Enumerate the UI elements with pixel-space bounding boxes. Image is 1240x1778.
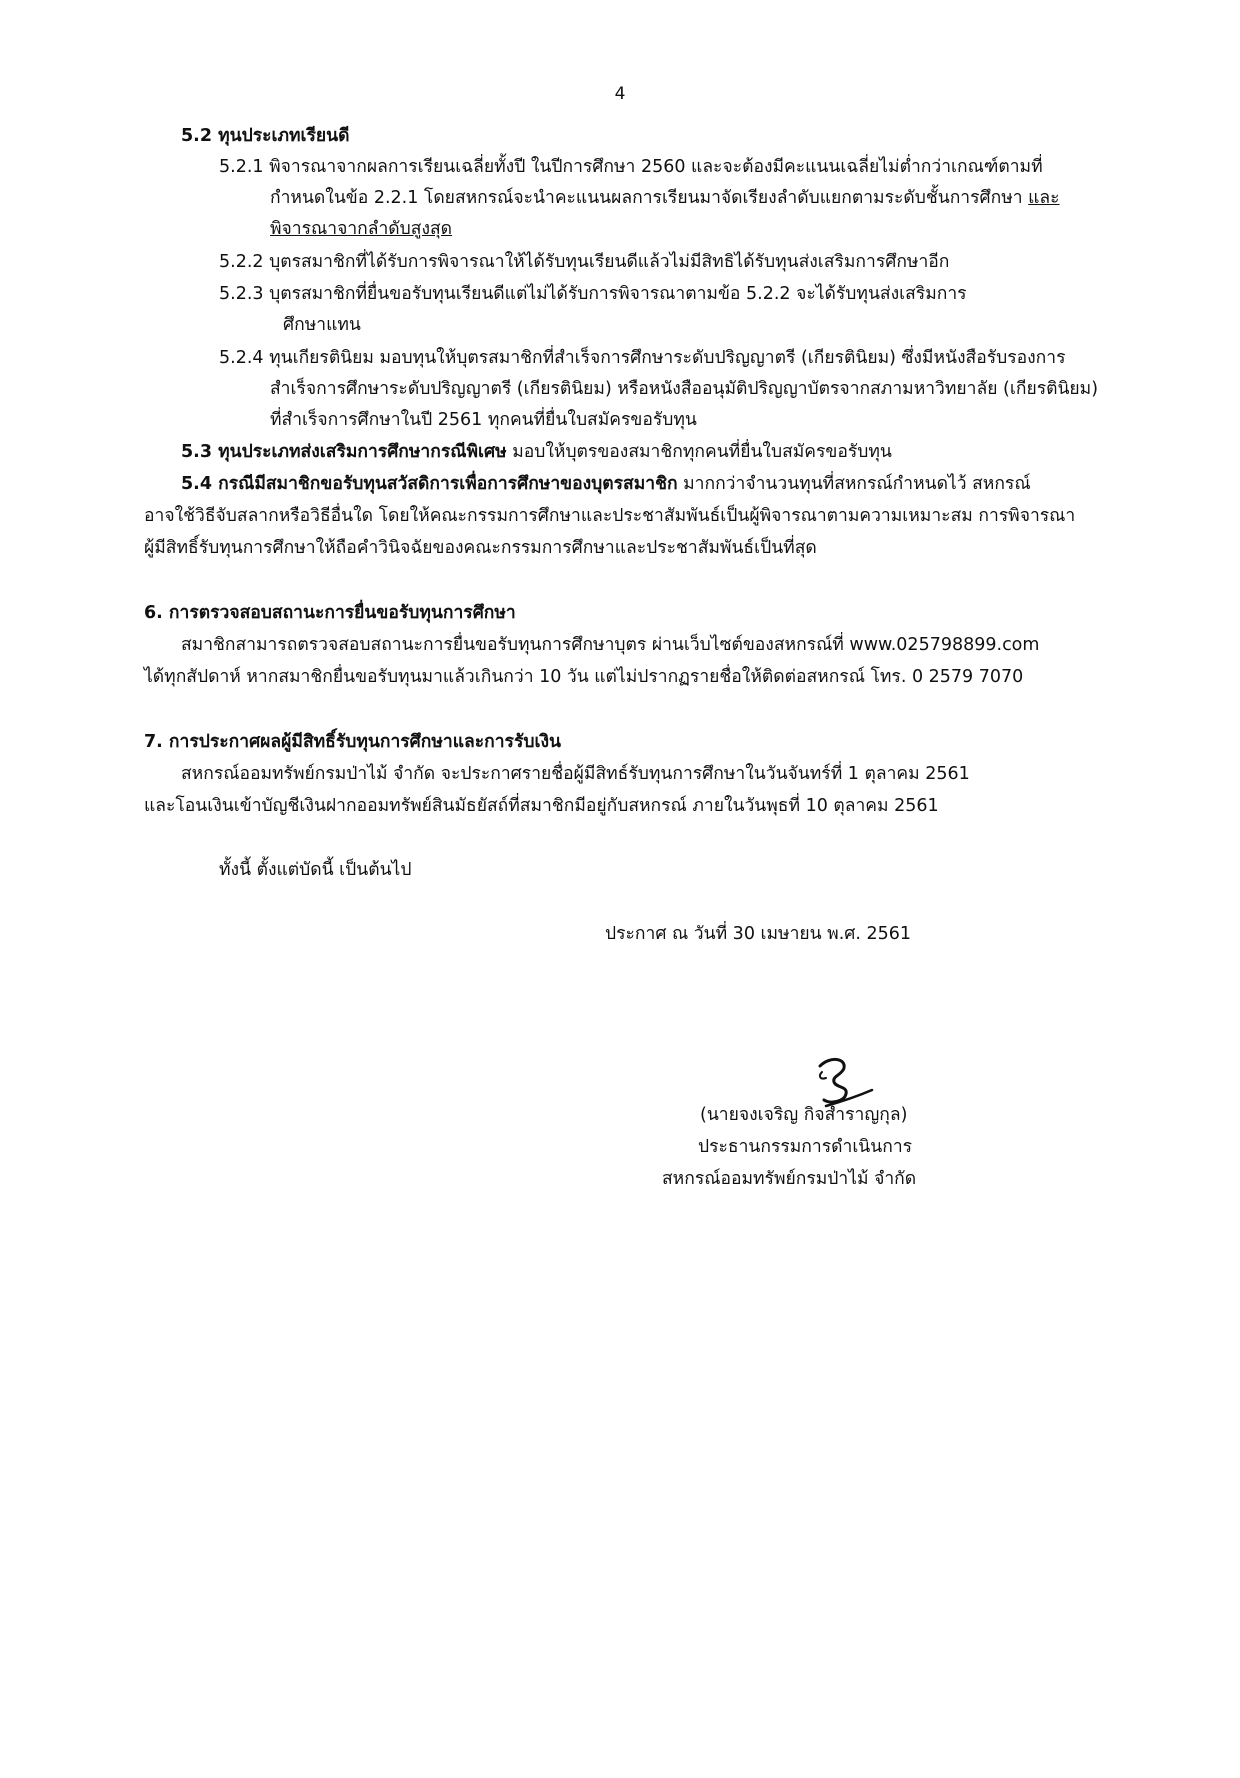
section-5-3-heading: 5.3 ทุนประเภทส่งเสริมการศึกษากรณีพิเศษ xyxy=(181,442,507,462)
item-5-2-1-line2-underlined: และ xyxy=(1028,188,1060,208)
section-5-3 xyxy=(181,440,892,464)
section-5-4-heading: 5.4 กรณีมีสมาชิกขอรับทุนสวัสดิการเพื่อการศึกษาของบุตรสมาชิก xyxy=(181,474,678,494)
section-5-4-line2: อาจใช้วิธีจับสลากหรือวิธีอื่นใด โดยให้คณะกรรมการศึกษาและประชาสัมพันธ์เป็นผู้พิจารณาตามความเหมาะสม การพิจารณา xyxy=(144,506,1076,526)
section-7-line2: และโอนเงินเข้าบัญชีเงินฝากออมทรัพย์สินมัธยัสถ์ที่สมาชิกมีอยู่กับสหกรณ์ ภายในวันพุธที่ 10 ตุลาคม 2561 xyxy=(144,796,939,816)
page-number: 4 xyxy=(614,84,626,104)
section-6-heading: 6. การตรวจสอบสถานะการยื่นขอรับทุนการศึกษา xyxy=(144,603,516,623)
item-5-2-3-line2: ศึกษาแทน xyxy=(283,315,361,335)
section-5-4-line1 xyxy=(181,472,1031,496)
signer-position: ประธานกรรมการดำเนินการ xyxy=(698,1137,913,1157)
section-5-4-text: มากกว่าจำนวนทุนที่สหกรณ์กำหนดไว้ สหกรณ์ xyxy=(677,474,1031,494)
section-7-line1: สหกรณ์ออมทรัพย์กรมป่าไม้ จำกัด จะประกาศรายชื่อผู้มีสิทธ์รับทุนการศึกษาในวันจันทร์ที่ 1 ตุลาคม 2561 xyxy=(181,764,970,784)
section-7-heading: 7. การประกาศผลผู้มีสิทธิ์รับทุนการศึกษาและการรับเงิน xyxy=(144,732,561,752)
section-5-2-heading: 5.2 ทุนประเภทเรียนดี xyxy=(181,126,350,146)
signer-organization: สหกรณ์ออมทรัพย์กรมป่าไม้ จำกัด xyxy=(662,1169,917,1189)
item-5-2-1-line2 xyxy=(270,186,1060,210)
item-5-2-3-line1: 5.2.3 บุตรสมาชิกที่ยื่นขอรับทุนเรียนดีแต่ไม่ได้รับการพิจารณาตามข้อ 5.2.2 จะได้รับทุนส่งเสริมการ xyxy=(219,284,967,304)
item-5-2-1-line3: พิจารณาจากลำดับสูงสุด xyxy=(270,219,453,239)
section-6-line2: ได้ทุกสัปดาห์ หากสมาชิกยื่นขอรับทุนมาแล้วเกินกว่า 10 วัน แต่ไม่ปรากฏรายชื่อให้ติดต่อสหกรณ์ โทร. 0 2579 7070 xyxy=(144,667,1024,687)
item-5-2-4-line2: สำเร็จการศึกษาระดับปริญญาตรี (เกียรตินิยม) หรือหนังสืออนุมัติปริญญาบัตรจากสภามหาวิทยาลัย (เกียรตินิยม) xyxy=(270,379,1099,399)
item-5-2-4-line1: 5.2.4 ทุนเกียรตินิยม มอบทุนให้บุตรสมาชิกที่สำเร็จการศึกษาระดับปริญญาตรี (เกียรตินิยม) ซึ่งมีหนังสือรับรองการ xyxy=(219,348,1066,368)
section-5-4-line3: ผู้มีสิทธิ์รับทุนการศึกษาให้ถือคำวินิจฉัยของคณะกรรมการศึกษาและประชาสัมพันธ์เป็นที่สุด xyxy=(144,538,817,558)
announcement-date: ประกาศ ณ วันที่ 30 เมษายน พ.ศ. 2561 xyxy=(605,924,912,944)
item-5-2-4-line3: ที่สำเร็จการศึกษาในปี 2561 ทุกคนที่ยื่นใบสมัครขอรับทุน xyxy=(270,410,697,430)
item-5-2-1-line2-text: กำหนดในข้อ 2.2.1 โดยสหกรณ์จะนำคะแนนผลการเรียนมาจัดเรียงลำดับแยกตามระดับชั้นการศึกษา xyxy=(270,188,1029,208)
section-6-line1: สมาชิกสามารถตรวจสอบสถานะการยื่นขอรับทุนการศึกษาบุตร ผ่านเว็บไซต์ของสหกรณ์ที่ www.025798899.com xyxy=(181,635,1040,655)
closing-statement: ทั้งนี้ ตั้งแต่บัดนี้ เป็นต้นไป xyxy=(219,860,412,880)
item-5-2-1-line1: 5.2.1 พิจารณาจากผลการเรียนเฉลี่ยทั้งปี ในปีการศึกษา 2560 และจะต้องมีคะแนนเฉลี่ยไม่ต่ำกว่าเกณฑ์ตามที่ xyxy=(219,157,1043,177)
section-5-3-text: มอบให้บุตรของสมาชิกทุกคนที่ยื่นใบสมัครขอรับทุน xyxy=(506,442,892,462)
item-5-2-2: 5.2.2 บุตรสมาชิกที่ได้รับการพิจารณาให้ได้รับทุนเรียนดีแล้วไม่มีสิทธิได้รับทุนส่งเสริมการศึกษาอีก xyxy=(219,252,950,272)
signer-name: (นายจงเจริญ กิจสำราญกุล) xyxy=(700,1105,908,1125)
